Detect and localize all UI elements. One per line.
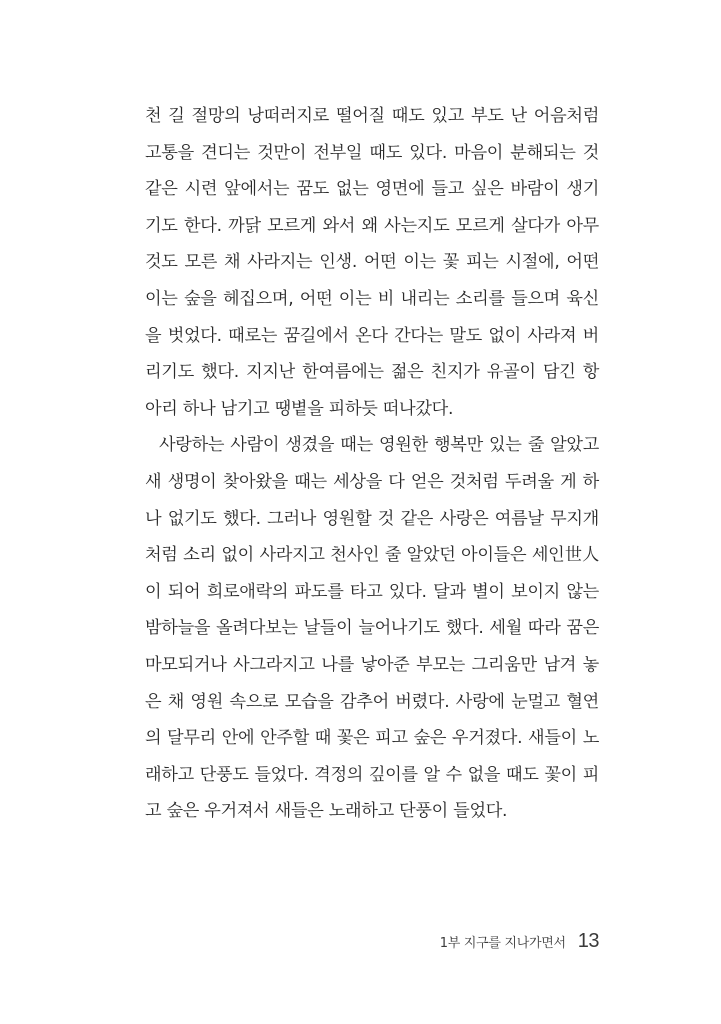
text-line: 기도 한다. 까닭 모르게 와서 왜 사는지도 모르게 살다가 아무	[145, 215, 599, 236]
running-title: 1부 지구를 지나가면서	[439, 936, 566, 951]
paragraph-2	[145, 427, 599, 830]
page-body	[145, 98, 599, 830]
text-line: 사랑하는 사람이 생겼을 때는 영원한 행복만 있는 줄 알았고	[159, 435, 599, 456]
text-line: 이는 숲을 헤집으며, 어떤 이는 비 내리는 소리를 들으며 육신	[145, 288, 599, 309]
text-line: 을 벗었다. 때로는 꿈길에서 온다 간다는 말도 없이 사라져 버	[145, 325, 599, 346]
text-line: 밤하늘을 올려다보는 날들이 늘어나기도 했다. 세월 따라 꿈은	[145, 618, 599, 639]
text-line: 새 생명이 찾아왔을 때는 세상을 다 얻은 것처럼 두려울 게 하	[145, 471, 599, 492]
text-line: 마모되거나 사그라지고 나를 낳아준 부모는 그리움만 남겨 놓	[145, 654, 599, 675]
text-line: 래하고 단풍도 들었다. 격정의 깊이를 알 수 없을 때도 꽃이 피	[145, 764, 599, 785]
text-line: 아리 하나 남기고 땡볕을 피하듯 떠나갔다.	[145, 398, 454, 419]
text-line: 처럼 소리 없이 사라지고 천사인 줄 알았던 아이들은 세인世人	[145, 545, 599, 566]
page-footer	[440, 930, 599, 953]
text-line: 의 달무리 안에 안주할 때 꽃은 피고 숲은 우거졌다. 새들이 노	[145, 728, 599, 749]
text-line: 고통을 견디는 것만이 전부일 때도 있다. 마음이 분해되는 것	[145, 142, 599, 163]
text-line: 은 채 영원 속으로 모습을 감추어 버렸다. 사랑에 눈멀고 혈연	[145, 691, 599, 712]
text-line: 리기도 했다. 지지난 한여름에는 젊은 친지가 유골이 담긴 항	[145, 362, 599, 383]
page-number: 13	[577, 930, 599, 952]
paragraph-1	[145, 98, 599, 427]
text-line: 것도 모른 채 사라지는 인생. 어떤 이는 꽃 피는 시절에, 어떤	[145, 252, 599, 273]
text-line: 천 길 절망의 낭떠러지로 떨어질 때도 있고 부도 난 어음처럼	[145, 106, 599, 126]
text-line: 같은 시련 앞에서는 꿈도 없는 영면에 들고 싶은 바람이 생기	[145, 179, 599, 200]
text-line: 고 숲은 우거져서 새들은 노래하고 단풍이 들었다.	[145, 801, 508, 822]
text-line: 이 되어 희로애락의 파도를 타고 있다. 달과 별이 보이지 않는	[145, 581, 599, 602]
text-line: 나 없기도 했다. 그러나 영원할 것 같은 사랑은 여름날 무지개	[145, 508, 599, 529]
